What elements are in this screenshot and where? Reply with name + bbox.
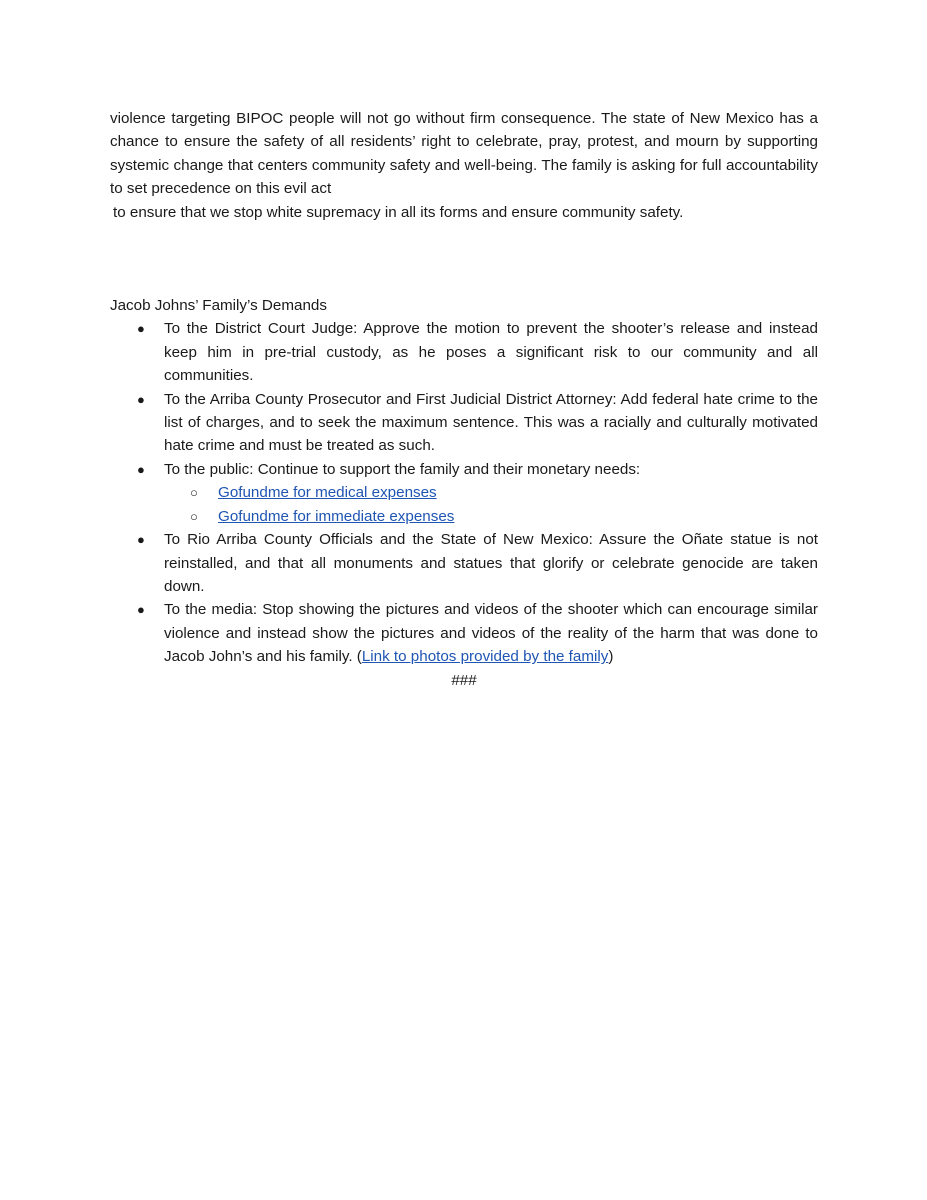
- intro-paragraph: violence targeting BIPOC people will not go without firm consequence. The state of New Mexico has a chance to ensure the safety of all residents’ right to celebrate, pray, protest, and mourn by supporting systemic change that centers community safety and well-being. The family is asking for full accountability to set precedence on this evil act: [110, 110, 818, 198]
- demand-item-county-officials: [110, 528, 818, 598]
- circle-bullet-icon: ○: [190, 508, 198, 524]
- paren-close: ): [608, 648, 614, 666]
- intro-tail: to ensure that we stop white supremacy in all its forms and ensure community safety.: [113, 203, 684, 221]
- demand-item-district-court: [110, 317, 818, 387]
- gofundme-immediate-link[interactable]: Gofundme for immediate expenses: [218, 507, 455, 525]
- end-mark: ###: [451, 671, 477, 689]
- fundraiser-link-item: [164, 481, 818, 504]
- demand-text: To Rio Arriba County Officials and the State of New Mexico: Assure the Oñate statue is not reinstalled, and that all monuments and statues that glorify or celebrate genocide are taken down.: [164, 531, 818, 595]
- demand-text: To the District Court Judge: Approve the motion to prevent the shooter’s release and instead keep him in pre-trial custody, as he poses a significant risk to our community and all communities.: [164, 320, 818, 385]
- bullet-icon: ●: [137, 391, 145, 407]
- circle-bullet-icon: ○: [190, 485, 198, 501]
- bullet-icon: ●: [137, 321, 145, 337]
- bullet-icon: ●: [137, 532, 145, 548]
- bullet-icon: ●: [137, 602, 145, 618]
- demand-item-prosecutor: [110, 388, 818, 458]
- demand-text: To the public: Continue to support the family and their monetary needs:: [164, 460, 641, 478]
- demand-item-media: [110, 598, 818, 668]
- intro-section: [110, 107, 818, 224]
- demand-text: To the Arriba County Prosecutor and First Judicial District Attorney: Add federal hate crime to the list of charges, and to seek the maximum sentence. This was a racially and culturally motivated hate crime and must be treated as such.: [164, 390, 818, 455]
- gofundme-medical-link[interactable]: Gofundme for medical expenses: [218, 484, 437, 502]
- demands-list: [110, 317, 818, 668]
- bullet-icon: ●: [137, 461, 145, 477]
- fundraiser-link-item: [164, 505, 818, 528]
- family-photos-link[interactable]: Link to photos provided by the family: [361, 648, 609, 666]
- document-page: [110, 107, 818, 707]
- paren-open: (: [352, 648, 362, 666]
- demand-item-public: [110, 458, 818, 528]
- demands-heading: Jacob Johns’ Family’s Demands: [110, 297, 327, 315]
- fundraiser-links-list: [164, 481, 818, 528]
- demand-text: To the media: Stop showing the pictures and videos of the shooter which can encourage similar violence and instead show the pictures and videos of the reality of the harm that was done to Jacob John’s and his family.: [164, 601, 818, 666]
